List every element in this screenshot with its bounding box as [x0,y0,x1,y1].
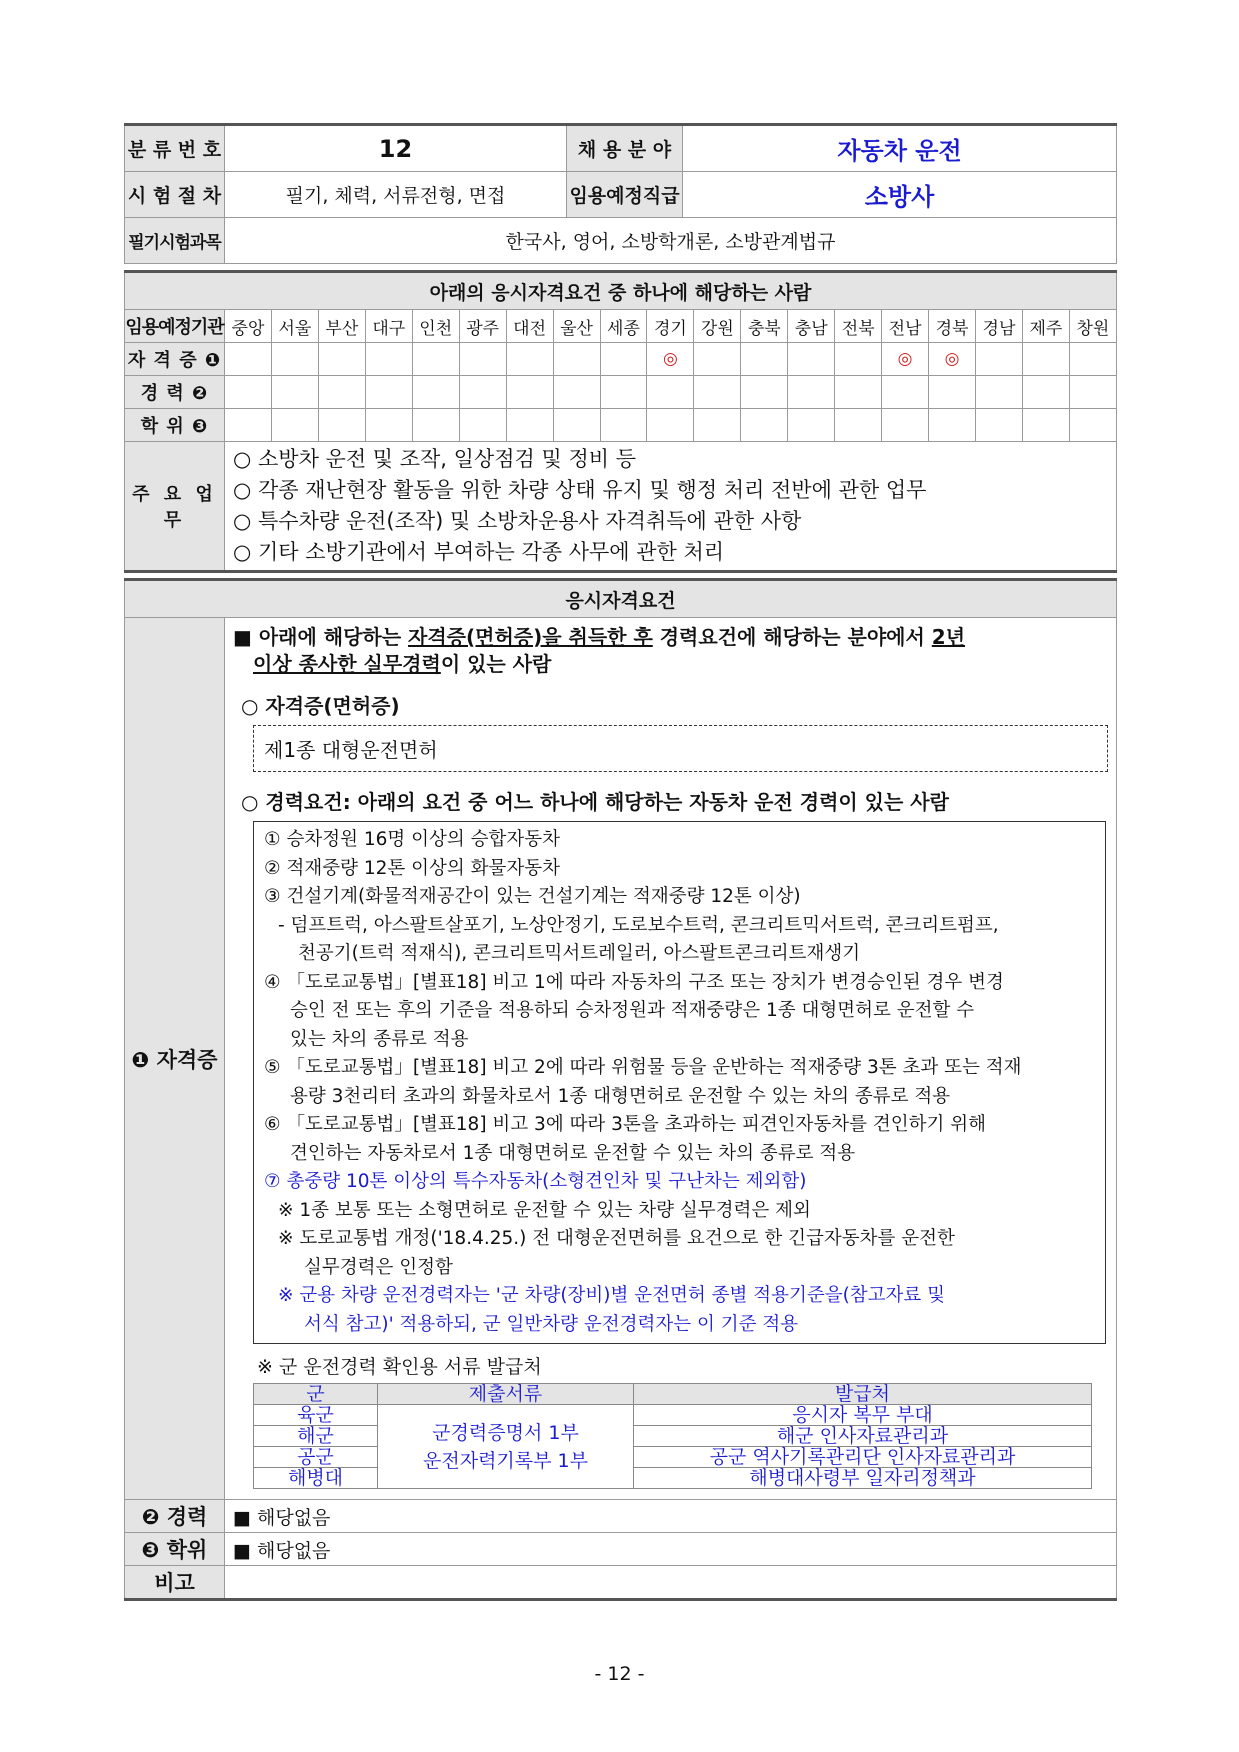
region-mark-cell [976,343,1023,376]
region-mark-cell [506,376,553,409]
region-mark-cell [741,409,788,442]
region-mark-cell [647,376,694,409]
row-label-cert: 자 격 증 ❶ [125,343,225,376]
doc-branch: 해병대 [254,1468,378,1489]
career-item: ※ 군용 차량 운전경력자는 '군 차량(장비)별 운전면허 종별 적용기준을(참고자료 및 [278,1285,946,1306]
agency-cell: 전북 [835,310,882,343]
degree-label: ❸ 학위 [125,1533,225,1566]
region-mark-cell [600,343,647,376]
cert-intro: ■ 아래에 해당하는 자격증(면허증)을 취득한 후 경력요건에 해당하는 분야에서 2년 이상 종사한 실무경력이 있는 사람 [233,625,966,676]
agency-cell: 대전 [506,310,553,343]
region-mark-cell [976,376,1023,409]
region-mark-cell [553,376,600,409]
field-value: 자동차 운전 [683,125,1117,172]
doc-header-issuer: 발급처 [634,1384,1092,1405]
remarks-label: 비고 [125,1566,225,1600]
degree-value: ■ 해당없음 [225,1533,1117,1566]
duty-item: ○ 특수차량 운전(조작) 및 소방차운용사 자격취득에 관한 사항 [233,509,802,533]
career-item: 천공기(트럭 적재식), 콘크리트믹서트레일러, 아스팔트콘크리트재생기 [298,943,861,964]
region-mark-cell [412,343,459,376]
region-mark-cell [929,409,976,442]
rank-value: 소방사 [683,172,1117,218]
duty-item: ○ 각종 재난현장 활동을 위한 차량 상태 유지 및 행정 처리 전반에 관한 업무 [233,478,927,502]
duty-item: ○ 기타 소방기관에서 부여하는 각종 사무에 관한 처리 [233,540,725,564]
region-mark-cell [647,409,694,442]
career-item: ⑦ 총중량 10톤 이상의 특수자동차(소형견인차 및 구난차는 제외함) [264,1171,807,1192]
agency-cell: 충북 [741,310,788,343]
region-title: 아래의 응시자격요건 중 하나에 해당하는 사람 [125,272,1117,310]
agency-label: 임용예정기관 [125,310,225,343]
career-item: ③ 건설기계(화물적재공간이 있는 건설기계는 적재중량 12톤 이상) [264,886,801,907]
agency-cell: 창원 [1069,310,1116,343]
region-mark-cell [976,409,1023,442]
region-mark-cell [882,376,929,409]
agency-cell: 부산 [318,310,365,343]
agency-cell: 중앙 [225,310,272,343]
region-mark-cell [600,376,647,409]
career-item: ⑥ 「도로교통법」[별표18] 비고 3에 따라 3톤을 초과하는 피견인자동차를 견인하기 위해 [264,1114,987,1135]
region-mark-cell [1069,343,1116,376]
subjects-value: 한국사, 영어, 소방학개론, 소방관계법규 [225,218,1117,264]
military-doc-table [253,1383,1092,1489]
region-mark-cell: ◎ [647,343,694,376]
region-mark-cell [1069,376,1116,409]
region-mark-cell [835,343,882,376]
document-page [124,123,1117,1601]
career-item: 용량 3천리터 초과의 화물차로서 1종 대형면허로 운전할 수 있는 차의 종류로 적용 [290,1085,951,1107]
career-label: ❷ 경력 [125,1500,225,1533]
career-heading: ○ 경력요건: 아래의 요건 중 어느 하나에 해당하는 자동차 운전 경력이 있는 사람 [241,790,949,814]
subjects-label: 필기시험과목 [125,218,225,264]
region-mark-cell [553,343,600,376]
region-mark-cell [1022,376,1069,409]
cert-value-box: 제1종 대형운전면허 [253,725,1108,772]
region-mark-cell [788,409,835,442]
cert-heading: ○ 자격증(면허증) [241,694,400,718]
qualification-table [124,578,1117,1601]
region-mark-cell [365,409,412,442]
agency-cell: 광주 [459,310,506,343]
class-no: 12 [225,125,567,172]
duties-label: 주 요 업 무 [125,442,225,572]
agency-cell: 세종 [600,310,647,343]
rank-label: 임용예정직급 [567,172,683,218]
class-no-label: 분 류 번 호 [125,125,225,172]
region-mark-cell [412,409,459,442]
military-note: ※ 군 운전경력 확인용 서류 발급처 [257,1356,542,1378]
region-mark-cell [459,343,506,376]
region-mark-cell [225,343,272,376]
row-label-career: 경 력 ❷ [125,376,225,409]
info-table [124,123,1117,264]
cert-content [225,618,1117,1500]
agency-cell: 경남 [976,310,1023,343]
career-item: 견인하는 자동차로서 1종 대형면허로 운전할 수 있는 차의 종류로 적용 [290,1142,856,1164]
doc-branch: 육군 [254,1405,378,1426]
row-label-degree: 학 위 ❸ [125,409,225,442]
doc-issuer: 해군 인사자료관리과 [634,1426,1092,1447]
region-mark-cell [506,409,553,442]
region-mark-cell [694,376,741,409]
agency-cell: 경기 [647,310,694,343]
region-mark-cell [225,409,272,442]
region-mark-cell [553,409,600,442]
agency-cell: 제주 [1022,310,1069,343]
region-mark-cell [1022,409,1069,442]
doc-header-branch: 군 [254,1384,378,1405]
doc-issuer: 해병대사령부 일자리정책과 [634,1468,1092,1489]
region-mark-cell [694,343,741,376]
region-mark-cell: ◎ [882,343,929,376]
career-item: ② 적재중량 12톤 이상의 화물자동차 [264,857,560,879]
career-item: - 덤프트럭, 아스팔트살포기, 노상안정기, 도로보수트럭, 콘크리트믹서트럭, 콘크리트펌프, [278,914,999,936]
remarks-value [225,1566,1117,1600]
region-mark-cell [271,343,318,376]
doc-branch: 공군 [254,1447,378,1468]
region-mark-cell [694,409,741,442]
region-mark-cell [318,343,365,376]
region-mark-cell [882,409,929,442]
career-item: ※ 1종 보통 또는 소형면허로 운전할 수 있는 차량 실무경력은 제외 [278,1199,811,1221]
doc-issuer: 공군 역사기록관리단 인사자료관리과 [634,1447,1092,1468]
region-mark-cell [412,376,459,409]
region-mark-cell [459,409,506,442]
career-item: 실무경력은 인정함 [304,1256,453,1278]
doc-branch: 해군 [254,1426,378,1447]
procedure-value: 필기, 체력, 서류전형, 면접 [225,172,567,218]
doc-docs-cell: 군경력증명서 1부 운전자력기록부 1부 [378,1405,634,1489]
career-item: ④ 「도로교통법」[별표18] 비고 1에 따라 자동차의 구조 또는 장치가 변경승인된 경우 변경 [264,971,1004,993]
qualification-title: 응시자격요건 [125,580,1117,618]
region-table [124,270,1117,573]
region-mark-cell [788,343,835,376]
region-mark-cell [365,376,412,409]
region-mark-cell [365,343,412,376]
procedure-label: 시 험 절 차 [125,172,225,218]
agency-cell: 충남 [788,310,835,343]
career-value: ■ 해당없음 [225,1500,1117,1533]
agency-cell: 인천 [412,310,459,343]
region-mark-cell [459,376,506,409]
region-mark-cell [929,376,976,409]
duty-item: ○ 소방차 운전 및 조작, 일상점검 및 정비 등 [233,447,636,471]
page-number: - 12 - [594,1663,645,1685]
agency-cell: 경북 [929,310,976,343]
agency-cell: 울산 [553,310,600,343]
region-mark-cell [1022,343,1069,376]
cert-label: ❶ 자격증 [125,618,225,1500]
agency-cell: 대구 [365,310,412,343]
region-mark-cell [271,376,318,409]
region-mark-cell [788,376,835,409]
agency-cell: 서울 [271,310,318,343]
region-mark-cell [600,409,647,442]
region-mark-cell [835,409,882,442]
region-mark-cell [741,343,788,376]
field-label: 채 용 분 야 [567,125,683,172]
region-mark-cell [318,376,365,409]
career-item: ⑤ 「도로교통법」[별표18] 비고 2에 따라 위험물 등을 운반하는 적재중량 3톤 초과 또는 적재 [264,1057,1022,1078]
doc-header-docs: 제출서류 [378,1384,634,1405]
agency-cell: 강원 [694,310,741,343]
career-item: 승인 전 또는 후의 기준을 적용하되 승차정원과 적재중량은 1종 대형면허로 운전할 수 [290,1000,975,1021]
career-item: 있는 차의 종류로 적용 [290,1028,469,1050]
career-items-box [253,821,1106,1344]
agency-cell: 전남 [882,310,929,343]
region-mark-cell [271,409,318,442]
region-mark-cell [741,376,788,409]
region-mark-cell [318,409,365,442]
career-item: ※ 도로교통법 개정('18.4.25.) 전 대형운전면허를 요건으로 한 긴급자동차를 운전한 [278,1228,955,1249]
region-mark-cell [225,376,272,409]
career-item: 서식 참고)' 적용하되, 군 일반차량 운전경력자는 이 기준 적용 [304,1313,799,1335]
duties-cell [225,442,1117,572]
region-mark-cell [506,343,553,376]
region-mark-cell [1069,409,1116,442]
region-mark-cell: ◎ [929,343,976,376]
career-item: ① 승차정원 16명 이상의 승합자동차 [264,829,560,850]
region-mark-cell [835,376,882,409]
doc-issuer: 응시자 복무 부대 [634,1405,1092,1426]
